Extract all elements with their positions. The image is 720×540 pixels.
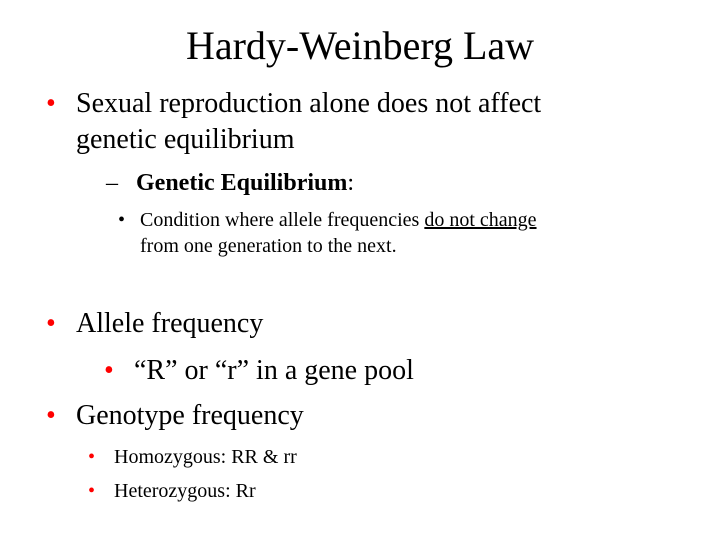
bullet-icon: • [104,355,114,386]
allele-detail-text: “R” or “r” in a gene pool [134,355,414,386]
bullet-text-line-1: Sexual reproduction alone does not affect [76,88,542,119]
genotype-frequency-label: Genotype frequency [76,400,304,431]
bullet-allele-frequency [46,306,263,342]
term-colon: : [347,170,355,196]
bullet-icon: • [46,88,56,119]
subsubbullet-condition [118,207,537,259]
bullet-icon: • [46,308,56,339]
term-genetic-equilibrium: Genetic Equilibrium [136,170,348,196]
condition-underlined-phrase: do not change [424,209,537,231]
condition-text [140,207,537,259]
dash-icon: – [106,170,118,196]
subbullet-homozygous [88,444,297,470]
subbullet-allele-detail [104,353,414,389]
condition-line-1 [140,209,537,231]
condition-line-2: from one generation to the next. [140,235,397,257]
bullet-icon: • [88,480,96,502]
bullet-genotype-frequency [46,398,304,434]
subbullet-text [136,168,354,198]
subbullet-genetic-equilibrium [106,168,354,198]
subbullet-heterozygous [88,478,256,504]
bullet-sexual-reproduction [46,86,541,158]
bullet-icon: • [118,209,126,231]
bullet-text-line-2: genetic equilibrium [76,124,295,155]
bullet-icon: • [46,400,56,431]
homozygous-text: Homozygous: RR & rr [114,446,297,468]
slide-title: Hardy-Weinberg Law [185,23,535,68]
allele-frequency-label: Allele frequency [76,308,264,339]
heterozygous-text: Heterozygous: Rr [114,480,256,502]
bullet-text [76,86,541,158]
bullet-icon: • [88,446,96,468]
condition-line-1-start: Condition where allele frequencies [140,209,425,231]
